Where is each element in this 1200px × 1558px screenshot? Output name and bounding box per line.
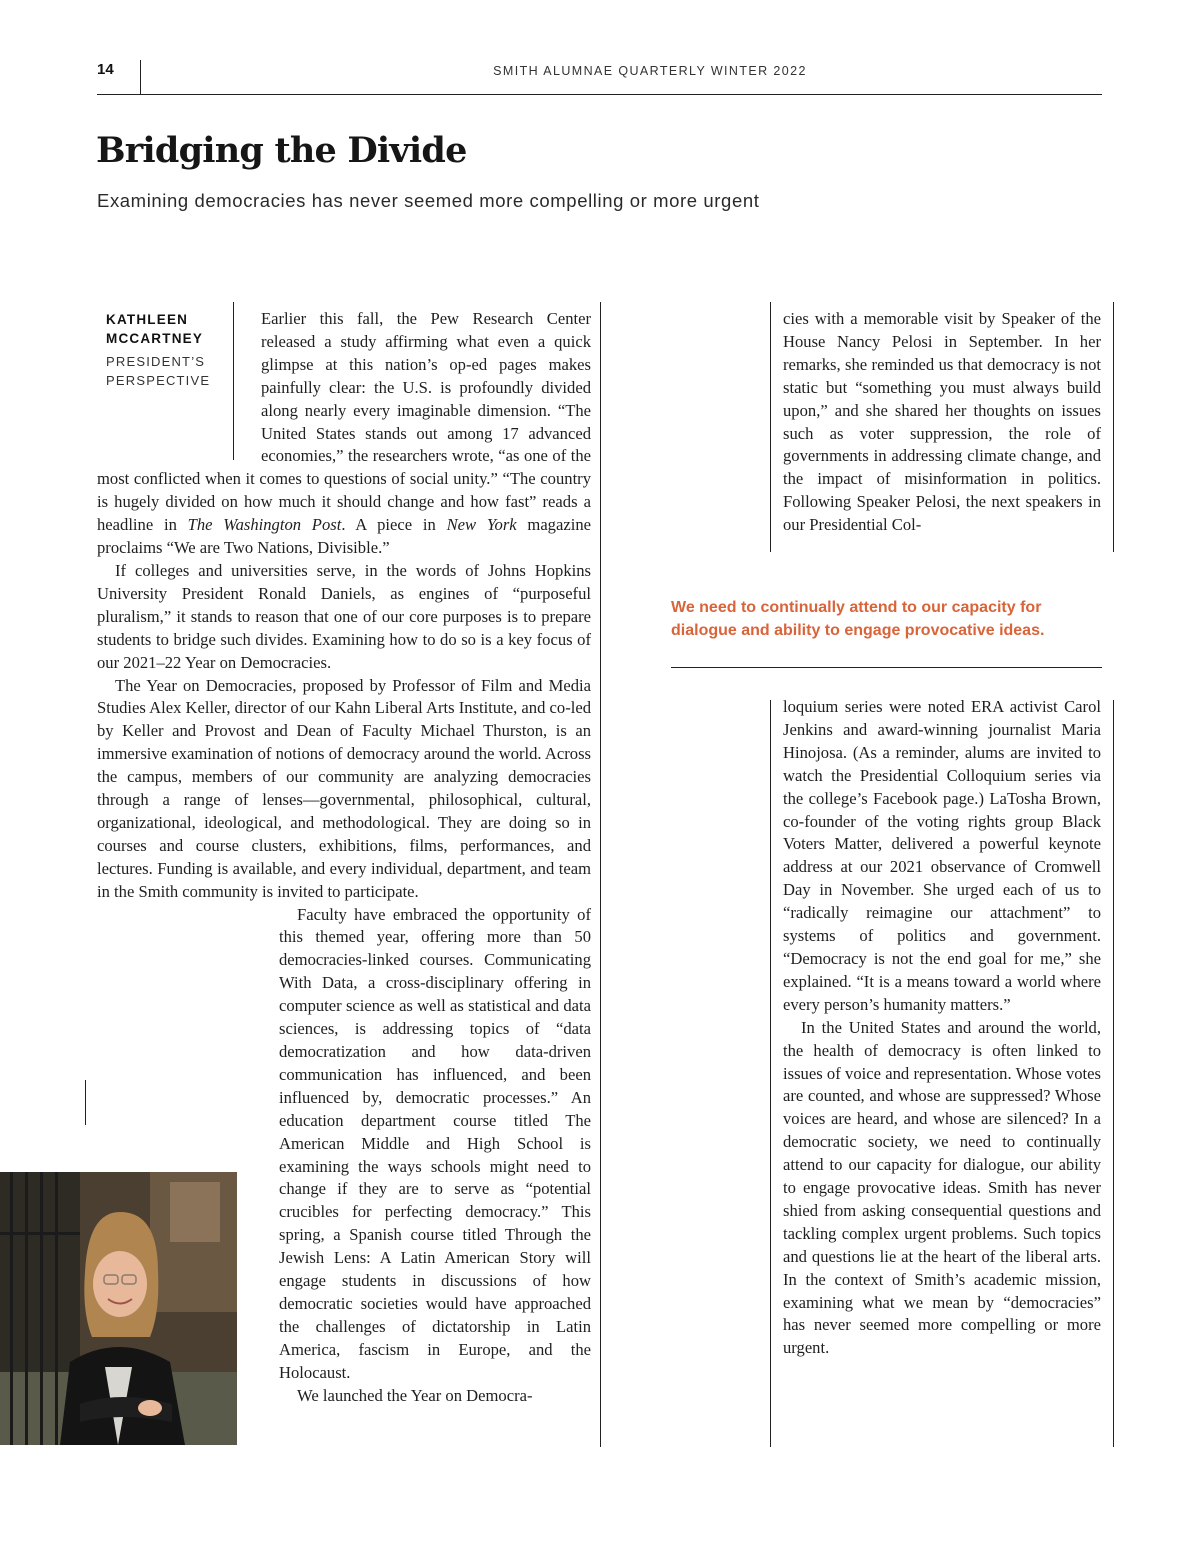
paragraph-5: We launched the Year on Democra- [297, 1385, 533, 1405]
author-line-2: MCCARTNEY [106, 331, 204, 346]
column-rule-right-top [770, 302, 771, 552]
column-rule-middle [600, 302, 601, 1447]
paragraph-1: Earlier this fall, the Pew Research Center released a study affirming what even a quick glimpse at this nation’s op-ed pages makes painfully clear: the U.S. is profoundly divided along nearly every imaginable dimension. “The United States stands out among 17 advanced economies,” the researchers wrote, “as one of the most conflicted when it comes to questions of social unity.” “The country is hugely divided on how much it should change and how fast” reads a headline in The Washington Post. A piece in New York magazine proclaims “We are Two Nations, Divisible.” [97, 309, 591, 558]
pull-quote: We need to continually attend to our capacity for dialogue and ability to engage provocative ideas. [671, 599, 1045, 639]
paragraph-6: cies with a memorable visit by Speaker of the House Nancy Pelosi in September. In her remarks, she reminded us that democracy is not static but “something you must always build upon,” and she shared her thoughts on issues such as voter suppression, the role of governments in addressing climate change, and the impact of misinformation in politics. Following Speaker Pelosi, the next speakers in our Presidential Col- [783, 309, 1101, 535]
paragraph-7: loquium series were noted ERA activist Carol Jenkins and award-winning journalist Maria Hinojosa. (As a reminder, alums are invited to watch the Presidential Colloquium series via the college’s Facebook page.) LaTosha Brown, co-founder of the voting rights group Black Voters Matter, delivered a powerful keynote address at our 2021 observance of Cromwell Day in November. She urged each of us to “radically reimagine our attachment” to systems of politics and government. “Democracy is not the end goal for me,” she explained. “It is a means toward a world where every person’s humanity matters.” [783, 697, 1101, 1014]
header-rule [97, 94, 1102, 95]
body-column-2-top [783, 308, 1101, 537]
publication-name: New York [446, 515, 517, 535]
column-rule-far-right-top [1113, 302, 1114, 552]
page-number: 14 [97, 61, 114, 78]
column-rule-far-right-bottom [1113, 700, 1114, 1447]
paragraph-4: Faculty have embraced the opportunity of this themed year, offering more than 50 democracies-linked courses. Communicating With Data, a cross-disciplinary offering in computer science as well as statistical and data sciences, is addressing topics of “data democratization and how data-driven communication has influenced, and been influenced by, democratic processes.” An education department course titled The American Middle and High School is examining the ways schools might need to change if they are to serve as “potential crucibles for perfecting democracy.” This spring, a Spanish course titled Through the Jewish Lens: A Latin American Story will engage students in discussions of how democratic societies would have approached the challenges of dictatorship in Latin America, fascism in Europe, and the Holocaust. [97, 904, 591, 1385]
portrait-illustration [0, 1172, 237, 1445]
author-line-1: KATHLEEN [106, 312, 189, 327]
author-portrait-photo [0, 1172, 237, 1445]
dept-line-1: PRESIDENT’S [106, 354, 206, 369]
paragraph-3: The Year on Democracies, proposed by Professor of Film and Media Studies Alex Keller, director of our Kahn Liberal Arts Institute, and co-led by Keller and Provost and Dean of Faculty Michael Thurston, is an immersive examination of notions of democracy around the world. Across the campus, members of our community are analyzing democracies through a range of lenses—governmental, philosophical, cultural, organizational, ideological, and methodological. They are doing so in courses and course clusters, exhibitions, films, performances, and lectures. Funding is available, and every individual, department, and team in the Smith community is invited to participate. [97, 675, 591, 901]
running-head: SMITH ALUMNAE QUARTERLY WINTER 2022 [493, 64, 807, 78]
column-rule-left [85, 1080, 86, 1125]
page-number-divider [140, 60, 141, 94]
paragraph-8: In the United States and around the world, the health of democracy is often linked to issues of voice and representation. Whose votes are counted, and whose are suppressed? Whose voices are heard, and whose are silenced? In a democratic society, we need to continually attend to our capacity for dialogue, our ability to engage provocative ideas. Smith has never shied from asking consequential questions and tackling complex urgent problems. Such topics and questions lie at the heart of the liberal arts. In the context of Smith’s academic mission, examining what we mean by “democracies” has never seemed more compelling or more urgent. [783, 1017, 1101, 1358]
body-column-2-bottom [783, 696, 1101, 1360]
publication-name: The Washington Post [187, 515, 342, 535]
pull-quote-rule [671, 667, 1102, 668]
article-title: Bridging the Divide [96, 130, 467, 171]
byline-wrap-space [97, 308, 261, 460]
article-subtitle: Examining democracies has never seemed more compelling or more urgent [97, 190, 760, 211]
dept-line-2: PERSPECTIVE [106, 373, 211, 388]
column-rule-right-bottom [770, 700, 771, 1447]
paragraph-2: If colleges and universities serve, in the words of Johns Hopkins University President Ronald Daniels, as engines of “purposeful pluralism,” it stands to reason that one of our core purposes is to prepare students to bridge such divides. Examining how to do so is a key focus of our 2021–22 Year on Democracies. [97, 560, 591, 672]
